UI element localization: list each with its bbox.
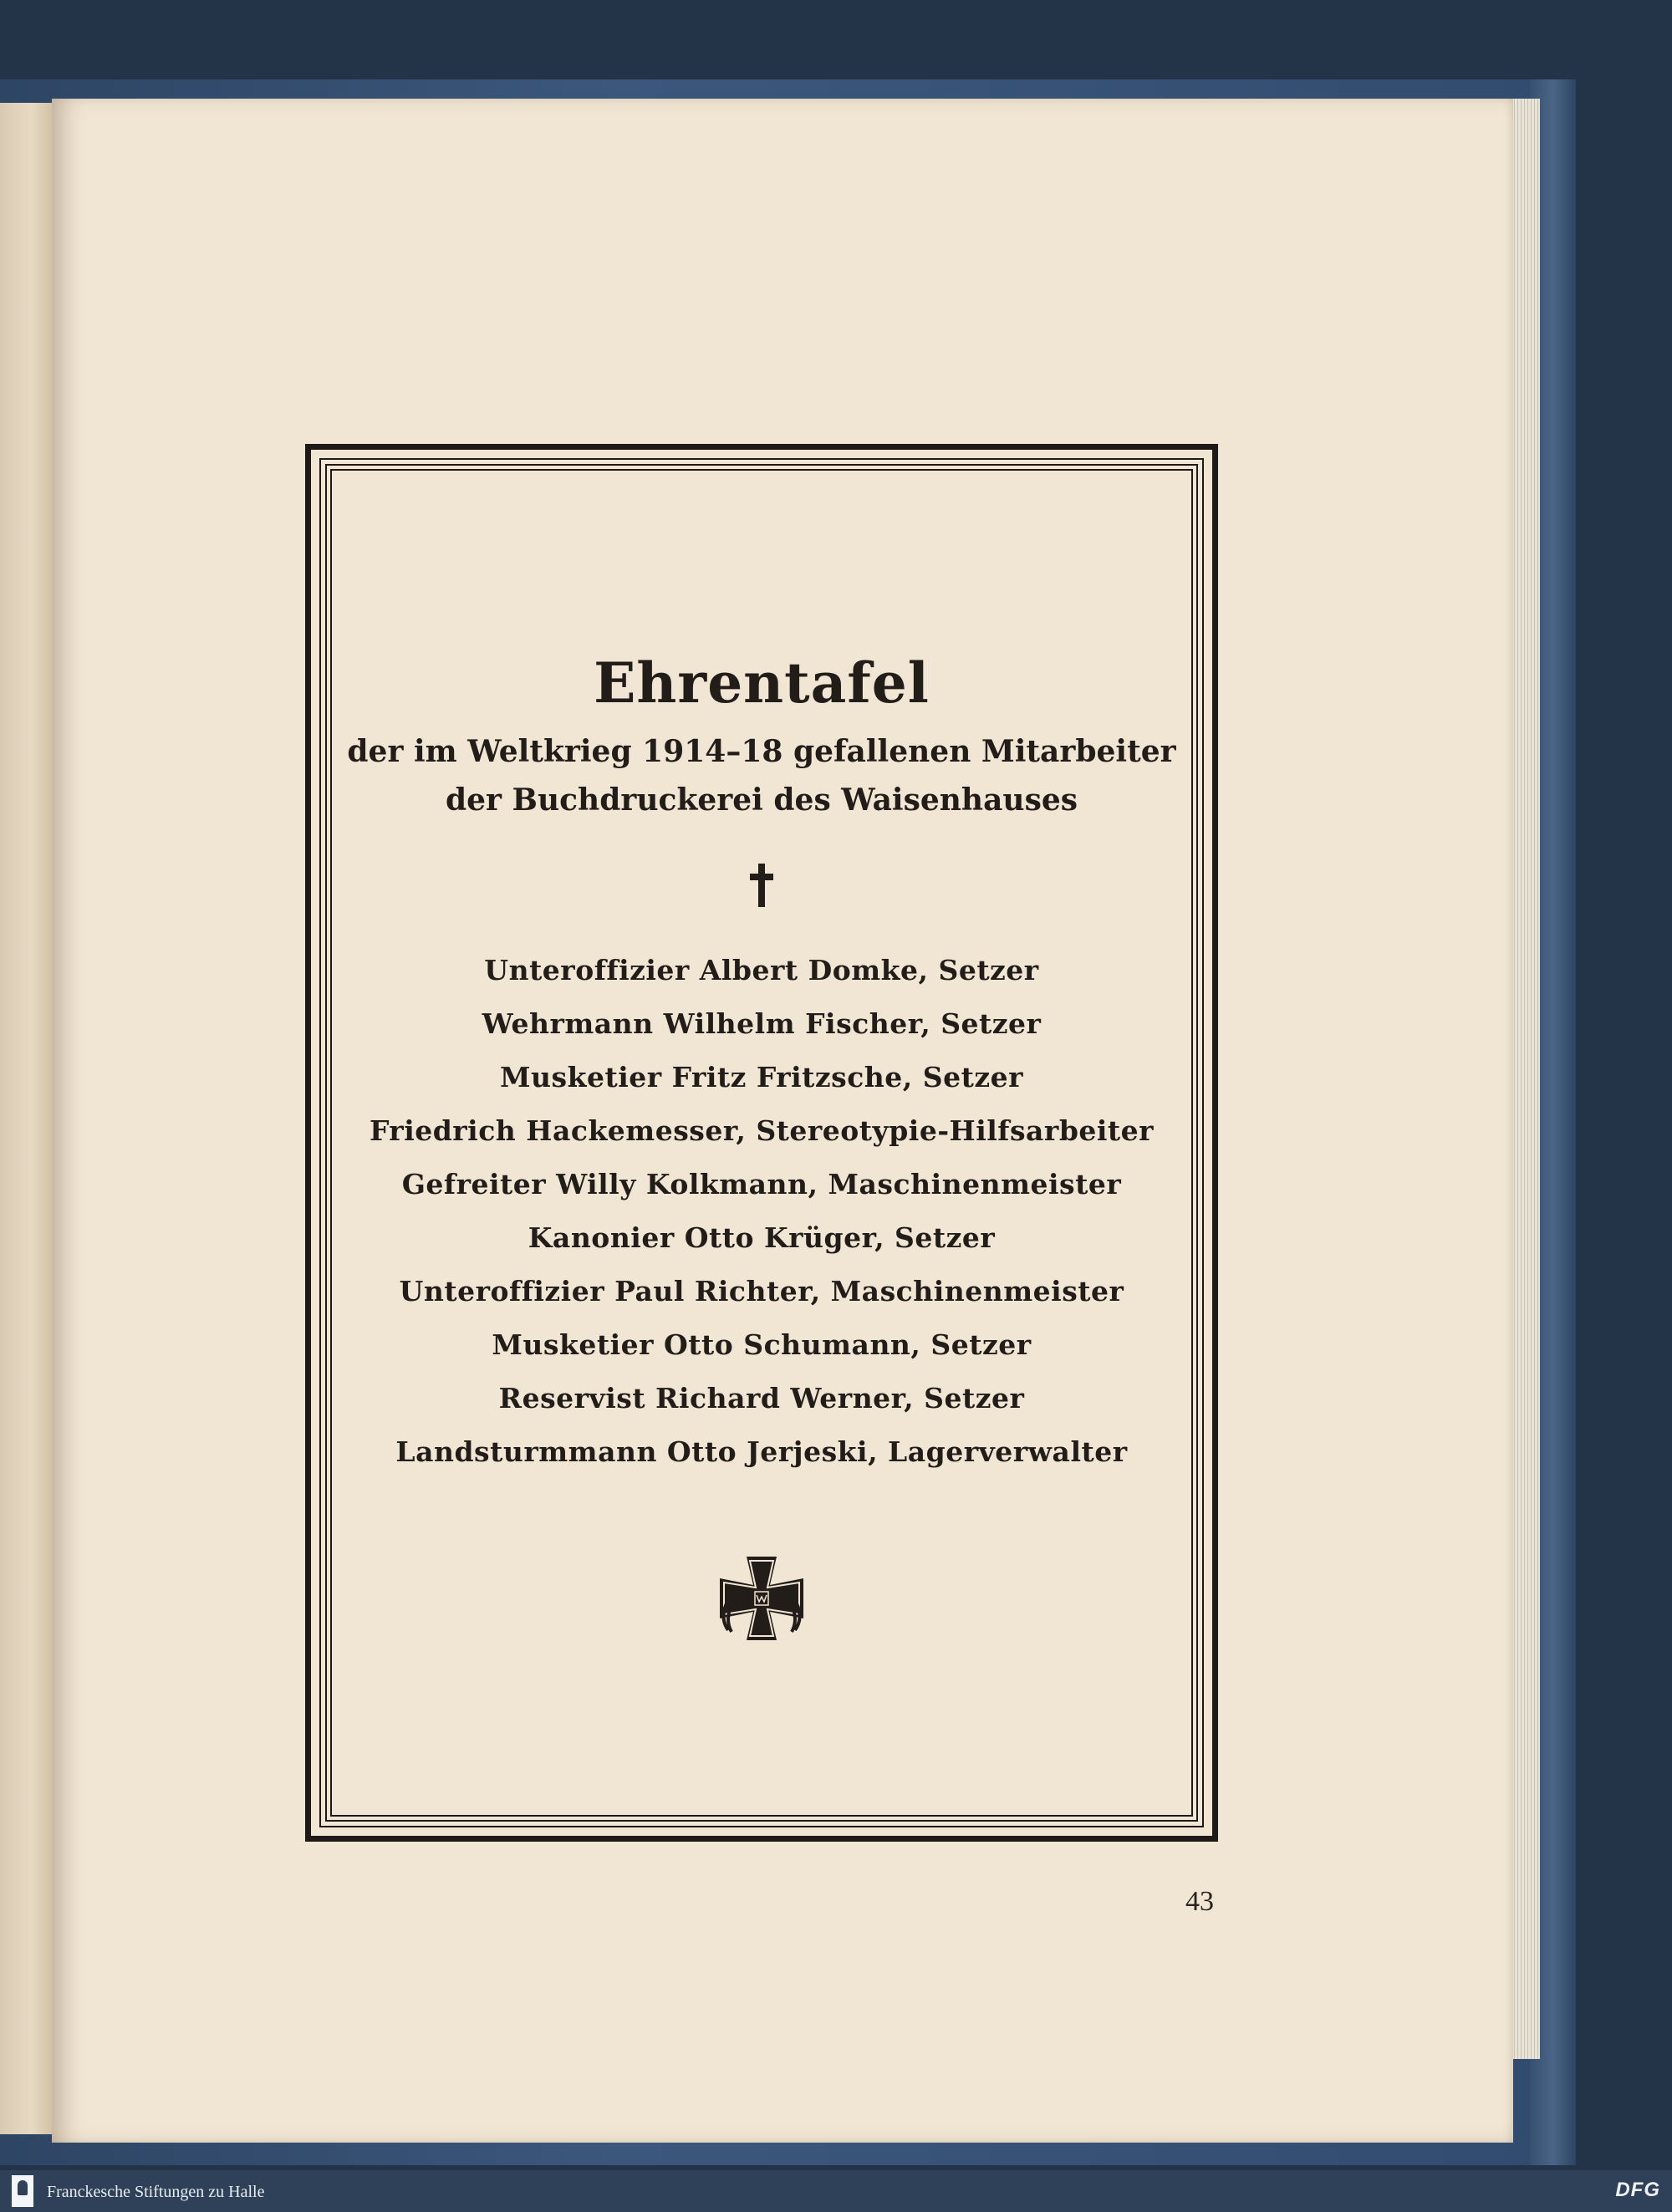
book-page — [52, 99, 1513, 2143]
list-item: Wehrmann Wilhelm Fischer, Setzer — [482, 1007, 1042, 1040]
list-item: Reservist Richard Werner, Setzer — [498, 1382, 1025, 1414]
list-item: Friedrich Hackemesser, Stereotypie-Hilfsarbeiter — [369, 1114, 1155, 1147]
list-item: Gefreiter Willy Kolkmann, Maschinenmeister — [401, 1168, 1122, 1200]
iron-cross-emblem-icon — [716, 1553, 807, 1644]
list-item: Unteroffizier Paul Richter, Maschinenmeister — [399, 1275, 1124, 1307]
left-page-edge — [0, 103, 54, 2134]
list-item: Landsturmmann Otto Jerjeski, Lagerverwalter — [395, 1435, 1128, 1468]
memorial-frame — [305, 444, 1218, 1842]
institution-logo-icon[interactable] — [12, 2175, 33, 2207]
institution-name[interactable]: Franckesche Stiftungen zu Halle — [47, 2183, 265, 2201]
cross-icon — [750, 864, 773, 907]
page-title: Ehrentafel — [594, 650, 930, 716]
list-item: Unteroffizier Albert Domke, Setzer — [484, 954, 1039, 986]
subtitle-line-1: der im Weltkrieg 1914–18 gefallenen Mitarbeiter — [347, 734, 1176, 769]
list-item: Kanonier Otto Krüger, Setzer — [528, 1221, 996, 1254]
list-item: Musketier Otto Schumann, Setzer — [492, 1328, 1032, 1361]
list-item: Musketier Fritz Fritzsche, Setzer — [500, 1061, 1023, 1093]
funder-logo[interactable]: DFG — [1615, 2179, 1660, 2201]
page-number: 43 — [1185, 1886, 1214, 1917]
subtitle-line-2: der Buchdruckerei des Waisenhauses — [445, 782, 1078, 818]
viewer-footer — [0, 2170, 1672, 2212]
